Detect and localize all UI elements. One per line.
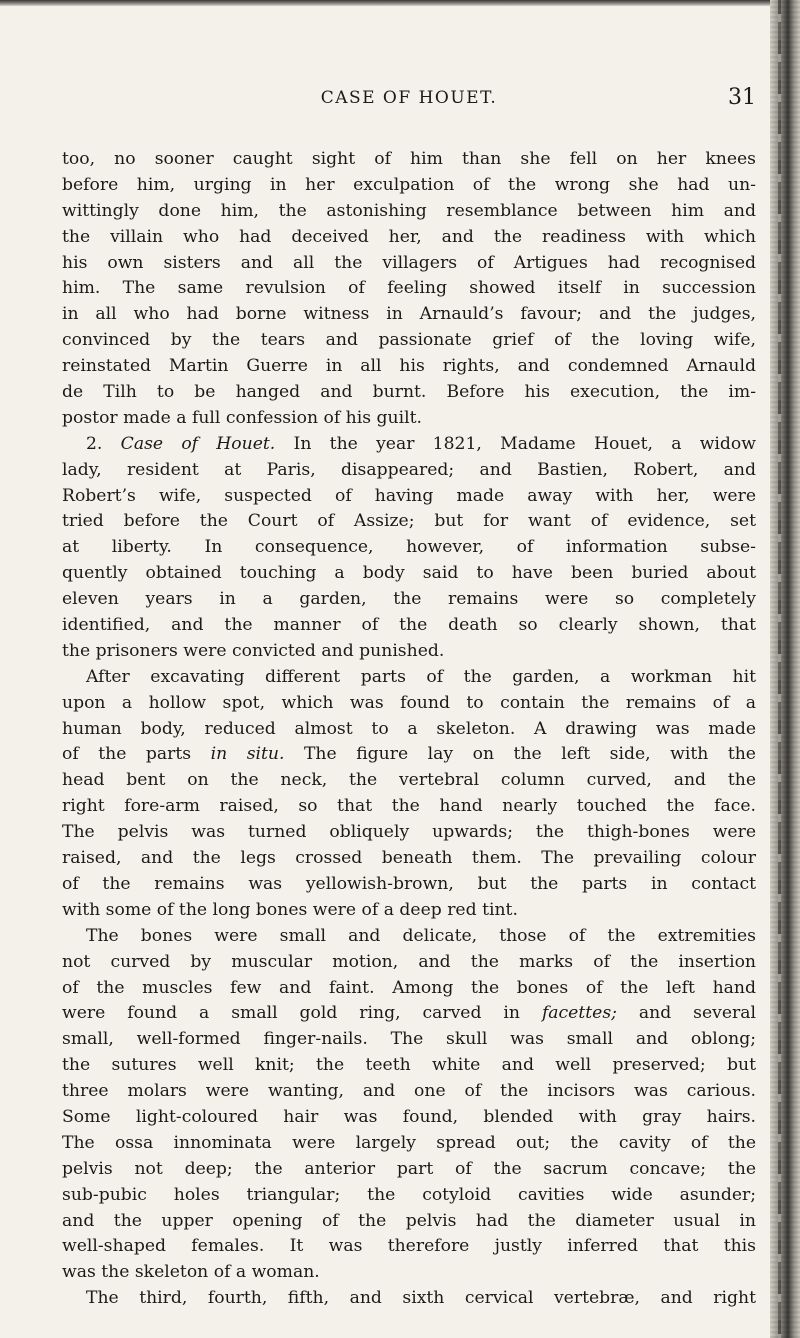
text-line	[62, 639, 756, 665]
text-run: his own sisters and all the villagers of Artigues had recognised	[62, 252, 756, 273]
text-line	[62, 665, 756, 691]
text-run: of the parts	[62, 744, 211, 765]
text-run: right fore-arm raised, so that the hand nearly touched the face.	[62, 796, 756, 817]
text-line	[62, 898, 756, 924]
text-line	[62, 1027, 756, 1053]
text-line	[62, 251, 756, 277]
text-line	[62, 1286, 756, 1312]
text-line	[62, 276, 756, 302]
text-line	[62, 302, 756, 328]
text-run: the villain who had deceived her, and the readiness with which	[62, 226, 756, 247]
text-run: him. The same revulsion of feeling showed itself in succession	[62, 278, 756, 299]
text-run: convinced by the tears and passionate grief of the loving wife,	[62, 330, 756, 351]
text-line	[62, 950, 756, 976]
text-run: de Tilh to be hanged and burnt. Before his execution, the im-	[62, 382, 756, 403]
text-run: After excavating different parts of the garden, a workman hit	[86, 666, 756, 687]
text-line	[62, 458, 756, 484]
text-line	[62, 380, 756, 406]
text-line	[62, 1260, 756, 1286]
text-line	[62, 691, 756, 717]
text-line	[62, 587, 756, 613]
text-line	[62, 872, 756, 898]
text-run: upon a hollow spot, which was found to contain the remains of a	[62, 692, 756, 713]
running-head: CASE OF HOUET.	[320, 88, 498, 108]
text-line	[62, 846, 756, 872]
text-line	[62, 1001, 756, 1027]
text-line	[62, 432, 756, 458]
text-line	[62, 794, 756, 820]
text-line	[62, 225, 756, 251]
text-line	[62, 406, 756, 432]
text-line	[62, 768, 756, 794]
text-run: wittingly done him, the astonishing resemblance between him and	[62, 200, 756, 221]
text-line	[62, 1183, 756, 1209]
text-run: with some of the long bones were of a deep red tint.	[62, 899, 518, 920]
text-run: small, well-formed finger-nails. The skull was small and oblong;	[62, 1029, 756, 1050]
text-run: The bones were small and delicate, those of the extremities	[86, 925, 756, 946]
text-line	[62, 147, 756, 173]
text-run: tried before the Court of Assize; but for want of evidence, set	[62, 511, 756, 532]
text-line	[62, 509, 756, 535]
text-run: of the muscles few and faint. Among the bones of the left hand	[62, 977, 756, 998]
text-run: were found a small gold ring, carved in	[62, 1003, 542, 1024]
italic-text: Case of Houet.	[120, 433, 276, 454]
text-run: eleven years in a garden, the remains were so completely	[62, 589, 756, 610]
text-run: pelvis not deep; the anterior part of the sacrum concave; the	[62, 1158, 756, 1179]
text-run: raised, and the legs crossed beneath them. The prevailing colour	[62, 848, 756, 869]
text-line	[62, 1209, 756, 1235]
page-header	[62, 85, 756, 120]
text-run: was the skeleton of a woman.	[62, 1262, 320, 1283]
text-run: three molars were wanting, and one of the incisors was carious.	[62, 1081, 756, 1102]
text-line	[62, 561, 756, 587]
text-run: In the year 1821, Madame Houet, a widow	[275, 433, 756, 454]
text-line	[62, 1131, 756, 1157]
text-run: sub-pubic holes triangular; the cotyloid cavities wide asunder;	[62, 1184, 756, 1205]
text-run: in all who had borne witness in Arnauld’s favour; and the judges,	[62, 304, 756, 325]
text-run: lady, resident at Paris, disappeared; and Bastien, Robert, and	[62, 459, 756, 480]
text-run: and the upper opening of the pelvis had the diameter usual in	[62, 1210, 756, 1231]
text-line	[62, 1157, 756, 1183]
text-run: reinstated Martin Guerre in all his rights, and condemned Arnauld	[62, 356, 756, 377]
text-run: Robert’s wife, suspected of having made away with her, were	[62, 485, 756, 506]
text-run: postor made a full confession of his guilt.	[62, 407, 422, 428]
text-line	[62, 1105, 756, 1131]
text-run: head bent on the neck, the vertebral column curved, and the	[62, 770, 756, 791]
text-line	[62, 1053, 756, 1079]
text-run: not curved by muscular motion, and the marks of the insertion	[62, 951, 756, 972]
text-line	[62, 354, 756, 380]
text-line	[62, 535, 756, 561]
page-top-edge	[0, 0, 800, 6]
text-line	[62, 976, 756, 1002]
italic-text: facettes;	[541, 1003, 617, 1024]
text-run: quently obtained touching a body said to have been buried about	[62, 563, 756, 584]
text-run: and several	[616, 1003, 756, 1024]
text-line	[62, 1079, 756, 1105]
text-line	[62, 717, 756, 743]
text-run: Some light-coloured hair was found, blended with gray hairs.	[62, 1106, 756, 1127]
text-run: identified, and the manner of the death so clearly shown, that	[62, 615, 756, 636]
text-run: too, no sooner caught sight of him than she fell on her knees	[62, 149, 756, 169]
text-line	[62, 484, 756, 510]
text-line	[62, 328, 756, 354]
text-run: The third, fourth, fifth, and sixth cervical vertebræ, and right	[86, 1288, 756, 1309]
text-line	[62, 173, 756, 199]
text-run: well-shaped females. It was therefore justly inferred that this	[62, 1236, 756, 1257]
text-run: The figure lay on the left side, with the	[284, 744, 756, 765]
page-number: 31	[728, 85, 756, 110]
text-line	[62, 742, 756, 768]
body-text	[62, 147, 756, 1312]
text-run: The ossa innominata were largely spread out; the cavity of the	[62, 1132, 756, 1153]
text-run: human body, reduced almost to a skeleton. A drawing was made	[62, 718, 756, 739]
text-run: 2.	[86, 433, 121, 454]
text-run: The pelvis was turned obliquely upwards; the thigh-bones were	[62, 822, 756, 843]
book-binding-edge	[770, 0, 800, 1338]
text-line	[62, 613, 756, 639]
text-line	[62, 199, 756, 225]
text-run: at liberty. In consequence, however, of information subse-	[62, 537, 756, 558]
text-line	[62, 1234, 756, 1260]
text-run: the sutures well knit; the teeth white and well preserved; but	[62, 1055, 756, 1076]
italic-text: in situ.	[210, 744, 285, 765]
text-run: before him, urging in her exculpation of the wrong she had un-	[62, 174, 756, 195]
text-line	[62, 820, 756, 846]
text-run: of the remains was yellowish-brown, but the parts in contact	[62, 873, 756, 894]
text-run: the prisoners were convicted and punished.	[62, 640, 445, 661]
text-line	[62, 924, 756, 950]
